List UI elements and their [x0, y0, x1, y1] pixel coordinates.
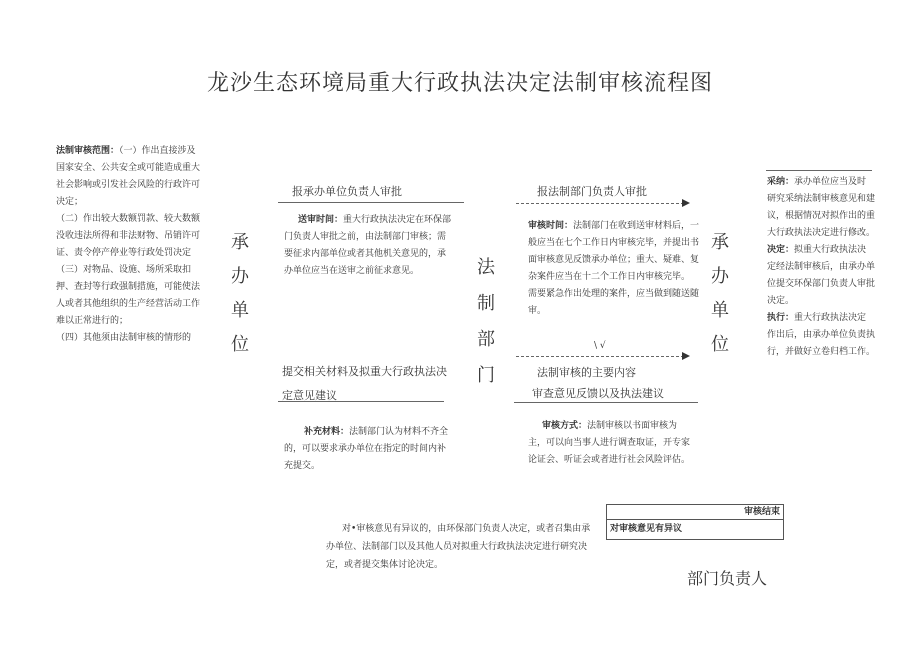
step1-header: 报承办单位负责人审批 [292, 185, 402, 198]
step3-header: 报法制部门负责人审批 [537, 185, 647, 198]
arrow-right-icon [682, 352, 690, 360]
middle-unit-char: 部 [477, 329, 495, 350]
scope-line-3: （三）对物品、设施、场所采取扣押、查封等行政强制措施，可能使法人或者其他组织的生产经营活动工作难以正常进行的； [56, 265, 201, 326]
left-unit-char: 办 [231, 266, 249, 287]
review-end-label: 审核结束 [743, 507, 780, 517]
page-title: 龙沙生态环境局重大行政执法决定法制审核流程图 [206, 71, 713, 96]
step3-body [528, 218, 700, 320]
step3-arrow-line [516, 203, 684, 204]
box-divider [607, 519, 783, 520]
left-unit-label [229, 226, 251, 362]
scope-line-2: （二）作出较大数额罚款、较大数额没收违法所得和非法财物、吊销许可证、责令停产停业等行政处罚决定 [56, 214, 201, 258]
step1-label: 送审时间： [298, 215, 344, 225]
step3-label: 审核时间： [528, 221, 574, 231]
scope-section [56, 143, 202, 347]
exec-label: 执行： [767, 313, 795, 323]
left-unit-char: 单 [231, 300, 249, 321]
right-unit-char: 办 [711, 266, 729, 287]
step4-body [528, 418, 694, 469]
step4-arrow-line [516, 356, 684, 357]
scope-label: 法制审核范围： [56, 146, 120, 156]
dispute-note [326, 520, 598, 574]
step5-topline [766, 170, 872, 171]
middle-unit-char: 法 [477, 257, 495, 278]
review-end-box [606, 504, 784, 540]
step1-text: 重大行政执法决定在环保部门负责人审批之前，由法制部门审核；需要征求内部单位或者其他机关意见的，承办单位应当在送审之前征求意见。 [284, 215, 452, 276]
exec-text: 重大行政执法决定作出后，由承办单位负责执行，并做好立卷归档工作。 [767, 313, 876, 357]
step4-header-2: 审查意见反馈以及执法建议 [532, 387, 664, 400]
decide-text: 拟重大行政执法决定经法制审核后，由承办单位提交环保部门负责人审批决定。 [767, 245, 876, 306]
objection-label: 对审核意见有异议 [610, 524, 683, 534]
step4-underline [514, 402, 698, 403]
step2-header: 提交相关材料及拟重大行政执法决定意见建议 [282, 365, 447, 402]
step4-label: 审核方式： [542, 421, 588, 431]
step3-text2: 需要紧急作出处理的案件，应当做到随送随审。 [528, 289, 700, 316]
step1-underline [278, 202, 464, 203]
middle-unit-char: 门 [477, 365, 495, 386]
left-unit-char: 位 [231, 334, 249, 355]
adopt-text: 承办单位应当及时研究采纳法制审核意见和建议，根据情况对拟作出的重大行政执法决定进行修改。 [767, 177, 876, 238]
arrow-right-icon [682, 199, 690, 207]
right-unit-char: 位 [711, 334, 729, 355]
right-unit-char: 承 [711, 232, 729, 253]
step1-body [284, 212, 452, 280]
step2-underline [278, 401, 444, 402]
step2-text: 法制部门认为材料不齐全的，可以要求承办单位在指定的时间内补充提交。 [284, 427, 449, 471]
right-unit-char: 单 [711, 300, 729, 321]
dept-head-label: 部门负责人 [687, 569, 768, 588]
step3-marks: \ √ [594, 341, 606, 351]
decide-label: 决定： [767, 245, 795, 255]
right-unit-label [709, 226, 731, 362]
step2-label: 补充材料： [304, 427, 350, 437]
left-unit-char: 承 [231, 232, 249, 253]
middle-unit-label [475, 250, 497, 394]
step3-text: 法制部门在收到送审材料后，一般应当在七个工作日内审核完毕，并提出书面审核意见反馈承办单位；重大、疑难、复杂案件应当在十二个工作日内审核完毕。 [528, 221, 700, 282]
adopt-label: 采纳： [767, 177, 795, 187]
step5-body [767, 174, 875, 361]
dispute-text: 对•审核意见有异议的，由环保部门负责人决定，或者召集由承办单位、法制部门以及其他人员对拟重大行政执法决定进行研究决定，或者提交集体讨论决定。 [326, 524, 591, 570]
scope-line-4: （四）其他须由法制审核的情形的 [56, 333, 192, 343]
scope-line-1: （一）作出直接涉及国家安全、公共安全或可能造成重大社会影响或引发社会风险的行政许可决定； [56, 146, 201, 207]
step4-header-1: 法制审核的主要内容 [537, 366, 636, 379]
middle-unit-char: 制 [477, 293, 495, 314]
step4-text: 法制审核以书面审核为主，可以向当事人进行调查取证，开专家论证会、听证会或者进行社会风险评估。 [528, 421, 691, 465]
step2-body [284, 424, 450, 475]
